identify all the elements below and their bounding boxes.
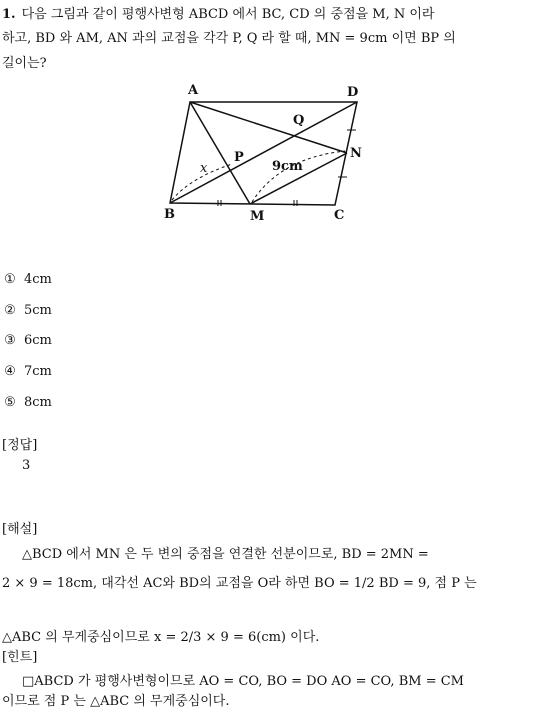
parallelogram-figure: [160, 78, 375, 228]
label-d: D: [347, 85, 359, 100]
hint-line-1: □ABCD 가 평행사변형이므로 AO = CO, BO = DO AO = CO, BM = CM: [22, 674, 464, 689]
choice-1[interactable]: ① 4cm: [4, 272, 52, 287]
label-b: B: [164, 207, 175, 222]
label-a: A: [188, 83, 199, 98]
label-9cm: 9cm: [272, 159, 303, 174]
segment-an: [190, 102, 347, 153]
explanation-line-1: △BCD 에서 MN 은 두 변의 중점을 연결한 선분이므로, BD = 2MN =: [22, 547, 429, 562]
question-line-1: [2, 3, 434, 22]
choice-2[interactable]: ② 5cm: [4, 303, 52, 318]
choice-4[interactable]: ④ 7cm: [4, 364, 52, 379]
explanation-line-3: △ABC 의 무게중심이므로 x = 2/3 × 9 = 6(cm) 이다.: [2, 630, 320, 645]
label-n: N: [350, 146, 362, 161]
label-p: P: [234, 150, 244, 165]
answer-value: 3: [22, 458, 31, 473]
question-text-1: 다음 그림과 같이 평행사변형 ABCD 에서 BC, CD 의 중점을 M, N 이라: [21, 7, 435, 22]
explanation-heading: [해설]: [2, 522, 38, 537]
label-m: M: [250, 209, 265, 224]
question-line-3: 길이는?: [2, 56, 47, 71]
hint-heading: [힌트]: [2, 650, 38, 665]
choice-5[interactable]: ⑤ 8cm: [4, 395, 52, 410]
choice-3[interactable]: ③ 6cm: [4, 333, 52, 348]
question-line-2: 하고, BD 와 AM, AN 과의 교점을 각각 P, Q 라 할 때, MN = 9cm 이면 BP 의: [2, 31, 456, 46]
question-number: 1.: [2, 7, 16, 22]
answer-heading: [정답]: [2, 438, 38, 453]
hint-line-2: 이므로 점 P 는 △ABC 의 무게중심이다.: [2, 694, 230, 709]
explanation-line-2: 2 × 9 = 18cm, 대각선 AC와 BD의 교점을 O라 하면 BO = 1/2 BD = 9, 점 P 는: [2, 576, 477, 591]
label-x: x: [200, 161, 208, 176]
label-q: Q: [293, 113, 305, 128]
label-c: C: [334, 208, 345, 223]
